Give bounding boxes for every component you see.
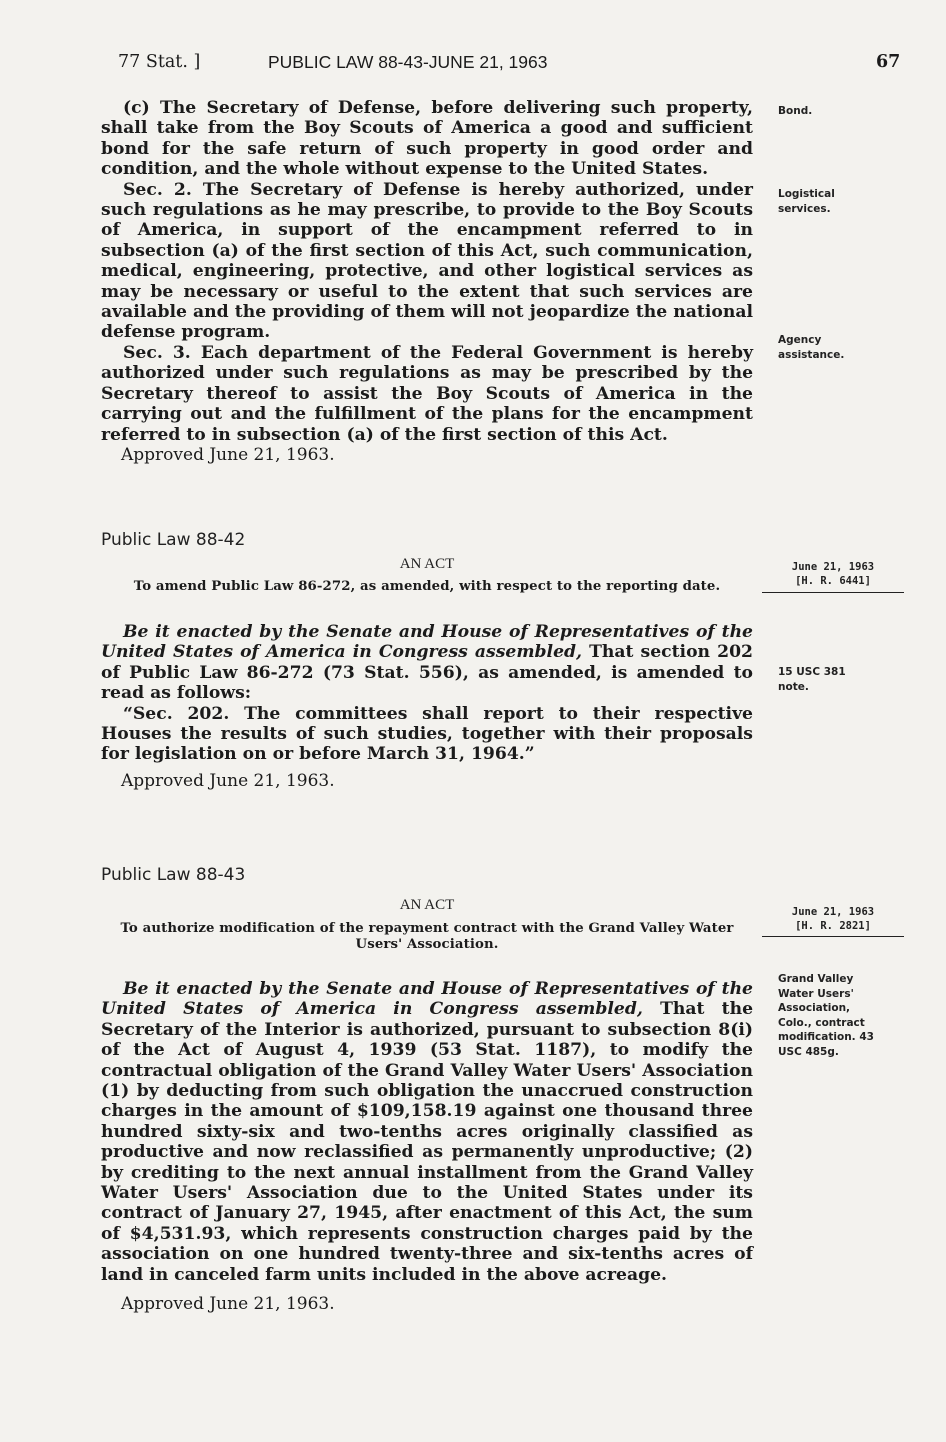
law-88-42-act-label: AN ACT [399, 556, 455, 572]
previous-law-continuation [101, 98, 753, 445]
law-88-43-body: That the Secretary of the Interior is authorized, pursuant to subsection 8(i) of the Act of August 4, 1939 (53 Stat. 1187), to modify the contractual obligation of the Grand Valley Water Users' Association (1) by deducting from such obligation the unaccrued construction charges in the amount of $109,158.19 against one thousand three hundred sixty-six and two-tenths acres originally classified as productive and now reclassified as permanently unproductive; (2) by crediting to the next annual installment from the Grand Valley Water Users' Association due to the United States under its contract of January 27, 1945, after enactment of this Act, the sum of $4,531.93, which represents construction charges paid by the association on one hundred twenty-three and six-tenths acres of land in canceled farm units included in the above acreage. [101, 999, 754, 1285]
margin-note-bond: Bond. [778, 105, 813, 117]
law-88-43-paragraph [101, 979, 753, 1285]
law-88-42-paragraph [101, 622, 753, 704]
law-88-43-margin-note: Grand Valley Water Users' Association, Colo., contract modification. 43 USC 485g. [778, 973, 874, 1058]
law-88-42-citation: 15 USC 381 note. [778, 666, 846, 693]
approved-date-2: Approved June 21, 1963. [121, 771, 335, 791]
page-number: 67 [876, 52, 901, 72]
law-88-43-date: June 21, 1963 [791, 906, 875, 918]
law-88-43-rule [762, 936, 904, 937]
law-88-43-heading: Public Law 88-43 [101, 865, 246, 885]
law-88-42-body: That section 202 of Public Law 86-272 (73 Stat. 556), as amended, is amended to read as follows: [101, 642, 753, 704]
section-3: Sec. 3. Each department of the Federal Government is hereby authorized under such regulations as may be prescribed by the Secretary thereof to assist the Boy Scouts of America in the carrying out and the fulfillment of the plans for the encampment referred to in subsection (a) of the first section of this Act. [101, 342, 753, 445]
header-title: PUBLIC LAW 88-43-JUNE 21, 1963 [268, 52, 548, 72]
margin-note-agency: Agency assistance. [778, 334, 845, 361]
section-2: Sec. 2. The Secretary of Defense is hereby authorized, under such regulations as he may prescribe, to provide to the Boy Scouts of America, in support of the encampment referred to in subsection (a) of the first section of this Act, such communication, medical, engineering, protective, and other logistical services as may be necessary or useful to the extent that such services are available and the providing of them will not jeopardize the national defense program. [101, 179, 753, 343]
law-88-42-heading: Public Law 88-42 [101, 530, 246, 550]
law-88-42-text [101, 622, 753, 765]
law-88-42-enacting-clause: Be it enacted by the Senate and House of Representatives of the United States of America in Congress assembled, [101, 622, 753, 663]
paragraph-c: (c) The Secretary of Defense, before delivering such property, shall take from the Boy Scouts of America a good and sufficient bond for the safe return of such property in good order and condition, and the whole without expense to the United States. [101, 98, 753, 180]
approved-date-1: Approved June 21, 1963. [121, 445, 335, 465]
law-88-43-enacting-clause: Be it enacted by the Senate and House of Representatives of the United States of America in Congress assembled, [101, 979, 753, 1020]
approved-date-3: Approved June 21, 1963. [121, 1294, 335, 1314]
law-88-42-rule [762, 592, 904, 593]
law-88-42-bill: [H. R. 6441] [795, 575, 871, 587]
law-88-43-bill: [H. R. 2821] [795, 920, 871, 932]
law-88-43-text [101, 979, 753, 1285]
volume-reference: 77 Stat. ] [118, 52, 201, 72]
running-header [0, 52, 946, 82]
margin-note-logistical: Logistical services. [778, 188, 835, 215]
law-88-43-purpose: To authorize modification of the repayment contract with the Grand Valley Water Users' Association. [120, 921, 734, 952]
law-88-42-purpose: To amend Public Law 86-272, as amended, with respect to the reporting date. [133, 579, 721, 594]
law-88-43-act-label: AN ACT [399, 897, 455, 913]
law-88-42-date: June 21, 1963 [791, 561, 875, 573]
law-88-42-section-202: “Sec. 202. The committees shall report to their respective Houses the results of such studies, together with their proposals for legislation on or before March 31, 1964.” [101, 703, 753, 765]
